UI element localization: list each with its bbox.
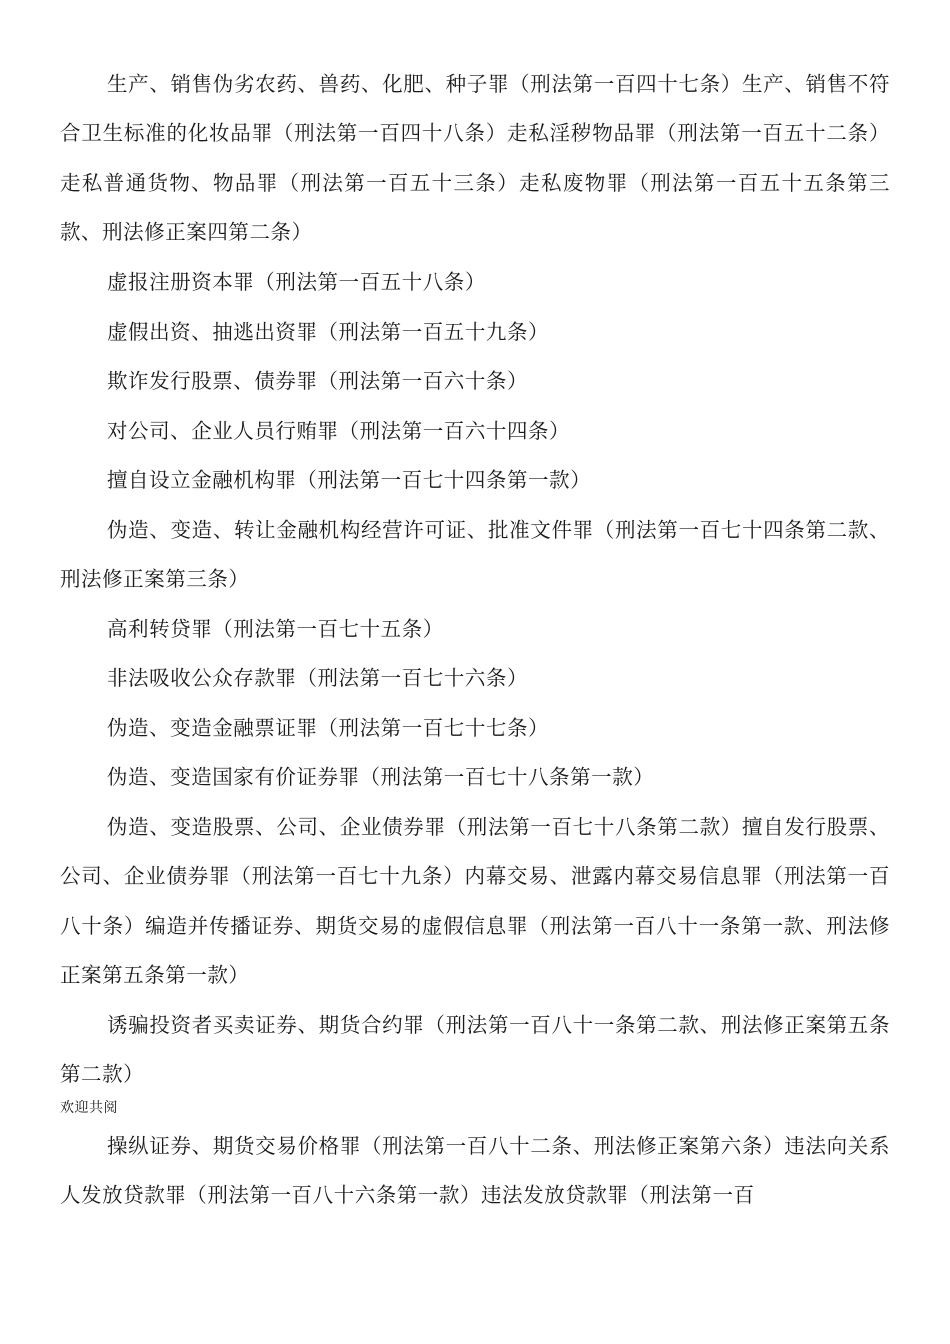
paragraph-14: 操纵证券、期货交易价格罪（刑法第一百八十二条、刑法修正案第六条）违法向关系人发放贷款罪（刑法第一百八十六条第一款）违法发放贷款罪（刑法第一百 — [60, 1134, 890, 1208]
paragraph-10: 伪造、变造金融票证罪（刑法第一百七十七条） — [107, 716, 550, 740]
paragraph-1: 生产、销售伪劣农药、兽药、化肥、种子罪（刑法第一百四十七条）生产、销售不符合卫生标准的化妆品罪（刑法第一百四十八条）走私淫秽物品罪（刑法第一百五十二条）走私普通货物、物品罪（刑法第一百五十三条）走私废物罪（刑法第一百五十五条第三款、刑法修正案四第二条） — [60, 72, 890, 245]
footer-note: 欢迎共阅 — [60, 1100, 118, 1116]
paragraph-2: 虚报注册资本罪（刑法第一百五十八条） — [107, 270, 486, 294]
paragraph-12: 伪造、变造股票、公司、企业债券罪（刑法第一百七十八条第二款）擅自发行股票、公司、企业债券罪（刑法第一百七十九条）内幕交易、泄露内幕交易信息罪（刑法第一百八十条）编造并传播证券、期货交易的虚假信息罪（刑法第一百八十一条第一款、刑法修正案第五条第一款） — [60, 815, 890, 988]
paragraph-13: 诱骗投资者买卖证券、期货合约罪（刑法第一百八十一条第二款、刑法修正案第五条第二款） — [60, 1013, 890, 1087]
paragraph-6: 擅自设立金融机构罪（刑法第一百七十四条第一款） — [107, 468, 592, 492]
paragraph-5: 对公司、企业人员行贿罪（刑法第一百六十四条） — [107, 419, 571, 443]
paragraph-9: 非法吸收公众存款罪（刑法第一百七十六条） — [107, 666, 528, 690]
paragraph-7: 伪造、变造、转让金融机构经营许可证、批准文件罪（刑法第一百七十四条第二款、刑法修正案第三条） — [60, 518, 890, 592]
paragraph-4: 欺诈发行股票、债券罪（刑法第一百六十条） — [107, 369, 528, 393]
paragraph-3: 虚假出资、抽逃出资罪（刑法第一百五十九条） — [107, 320, 550, 344]
paragraph-8: 高利转贷罪（刑法第一百七十五条） — [107, 617, 444, 641]
paragraph-11: 伪造、变造国家有价证券罪（刑法第一百七十八条第一款） — [107, 765, 655, 789]
